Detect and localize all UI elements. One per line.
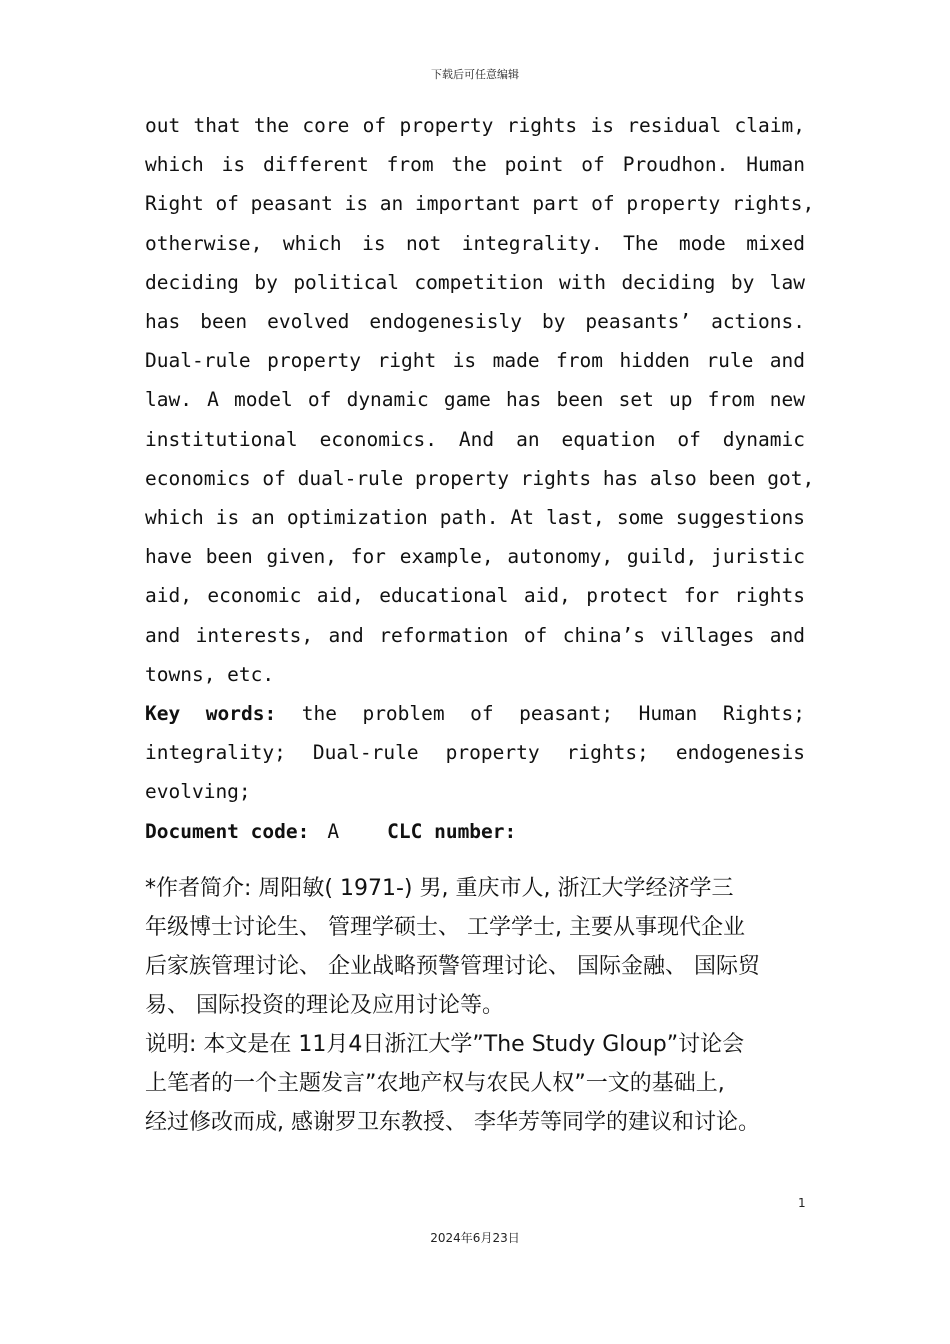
keywords-label: Key words: [145, 702, 277, 726]
abstract-line: which is different from the point of Proudhon. Human [145, 153, 805, 177]
author-note-line: 年级博士讨论生、 管理学硕士、 工学学士, 主要从事现代企业 [145, 914, 745, 940]
abstract-line: and interests, and reformation of china’s villages and [145, 623, 805, 647]
keywords-line [145, 694, 805, 733]
explanation-line: 上笔者的一个主题发言”农地产权与农民人权”一文的基础上, [145, 1070, 725, 1096]
document-code-label: Document code: [145, 819, 310, 843]
document-body [145, 106, 815, 1142]
abstract-line: aid, economic aid, educational aid, protect for rights [145, 584, 805, 608]
keywords-line: integrality; Dual-rule property rights; endogenesis [145, 741, 805, 765]
abstract-line: deciding by political competition with deciding by law [145, 270, 805, 294]
abstract-line: institutional economics. And an equation of dynamic [145, 427, 805, 451]
abstract-line: has been evolved endogenesisly by peasants’ actions. [145, 310, 805, 334]
author-note-line: 易、 国际投资的理论及应用讨论等。 [145, 992, 504, 1018]
keywords-text: the problem of peasant; Human Rights; [276, 702, 805, 726]
abstract-line: law. A model of dynamic game has been set up from new [145, 388, 805, 412]
abstract-line: Dual-rule property right is made from hidden rule and [145, 349, 805, 373]
keywords-line: evolving; [145, 780, 251, 804]
abstract-line: which is an optimization path. At last, some suggestions [145, 506, 805, 530]
clc-number-label: CLC number: [387, 819, 517, 843]
abstract-text [145, 106, 815, 812]
explanation-line: 经过修改而成, 感谢罗卫东教授、 李华芳等同学的建议和讨论。 [145, 1109, 760, 1135]
author-note [145, 869, 805, 1025]
author-note-line: *作者简介: 周阳敏( 1971-) 男, 重庆市人, 浙江大学经济学三 [145, 875, 734, 901]
abstract-line: have been given, for example, autonomy, guild, juristic [145, 545, 805, 569]
abstract-line: out that the core of property rights is residual claim, [145, 114, 805, 137]
page-header: 下载后可任意编辑 [431, 68, 519, 81]
author-note-line: 后家族管理讨论、 企业战略预警管理讨论、 国际金融、 国际贸 [145, 953, 760, 979]
abstract-line: otherwise, which is not integrality. The mode mixed [145, 231, 805, 255]
abstract-line: Right of peasant is an important part of property rights, [145, 192, 815, 216]
abstract-line: towns, etc. [145, 662, 275, 686]
explanation-note [145, 1025, 805, 1142]
page-footer: 2024年6月23日 [430, 1231, 520, 1245]
explanation-line: 说明: 本文是在 11月4日浙江大学”The Study Gloup”讨论会 [145, 1031, 745, 1057]
document-code-value: A [327, 819, 340, 843]
page-number: 1 [798, 1196, 806, 1210]
document-code-line [145, 812, 805, 851]
abstract-line: economics of dual-rule property rights has also been got, [145, 466, 815, 490]
